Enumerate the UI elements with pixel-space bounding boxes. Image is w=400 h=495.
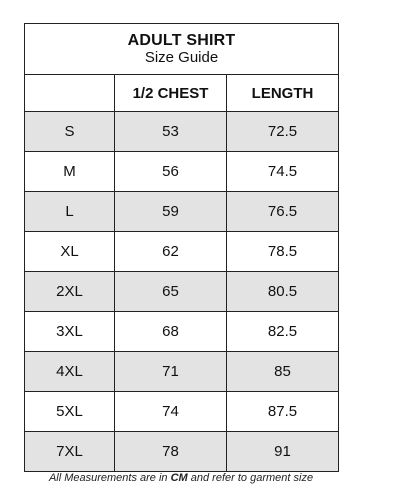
cell-size: 2XL bbox=[25, 272, 115, 312]
size-rows bbox=[25, 112, 339, 472]
column-header-chest: 1/2 CHEST bbox=[115, 75, 227, 112]
cell-chest: 59 bbox=[115, 192, 227, 232]
table-row bbox=[25, 432, 339, 472]
cell-chest: 56 bbox=[115, 152, 227, 192]
footnote-text-before: All Measurements are in bbox=[48, 472, 171, 484]
table-row bbox=[25, 232, 339, 272]
table-row bbox=[25, 312, 339, 352]
cell-chest: 78 bbox=[115, 432, 227, 472]
table-row bbox=[25, 392, 339, 432]
cell-size: M bbox=[25, 152, 115, 192]
header-row bbox=[25, 75, 339, 112]
cell-chest: 53 bbox=[115, 112, 227, 152]
cell-length: 78.5 bbox=[227, 232, 339, 272]
cell-chest: 65 bbox=[115, 272, 227, 312]
cell-length: 85 bbox=[227, 352, 339, 392]
footnote bbox=[24, 472, 338, 484]
size-chart-table bbox=[24, 23, 339, 472]
column-header-size bbox=[25, 75, 115, 112]
cell-size: L bbox=[25, 192, 115, 232]
column-header-length: LENGTH bbox=[227, 75, 339, 112]
cell-size: 3XL bbox=[25, 312, 115, 352]
table-row bbox=[25, 112, 339, 152]
table-row bbox=[25, 272, 339, 312]
chart-title: ADULT SHIRT bbox=[127, 31, 236, 49]
title-row bbox=[25, 24, 339, 75]
cell-length: 72.5 bbox=[227, 112, 339, 152]
chart-subtitle: Size Guide bbox=[144, 48, 219, 66]
table-row bbox=[25, 192, 339, 232]
cell-size: 7XL bbox=[25, 432, 115, 472]
title-cell bbox=[25, 24, 339, 75]
table-row bbox=[25, 352, 339, 392]
cell-length: 91 bbox=[227, 432, 339, 472]
cell-length: 74.5 bbox=[227, 152, 339, 192]
table-row bbox=[25, 152, 339, 192]
cell-chest: 62 bbox=[115, 232, 227, 272]
footnote-unit: CM bbox=[170, 472, 188, 484]
cell-size: 4XL bbox=[25, 352, 115, 392]
cell-chest: 68 bbox=[115, 312, 227, 352]
cell-length: 80.5 bbox=[227, 272, 339, 312]
cell-chest: 74 bbox=[115, 392, 227, 432]
cell-length: 76.5 bbox=[227, 192, 339, 232]
footnote-text-after: and refer to garment size bbox=[187, 472, 314, 484]
cell-length: 82.5 bbox=[227, 312, 339, 352]
cell-chest: 71 bbox=[115, 352, 227, 392]
cell-size: S bbox=[25, 112, 115, 152]
cell-size: 5XL bbox=[25, 392, 115, 432]
cell-size: XL bbox=[25, 232, 115, 272]
cell-length: 87.5 bbox=[227, 392, 339, 432]
